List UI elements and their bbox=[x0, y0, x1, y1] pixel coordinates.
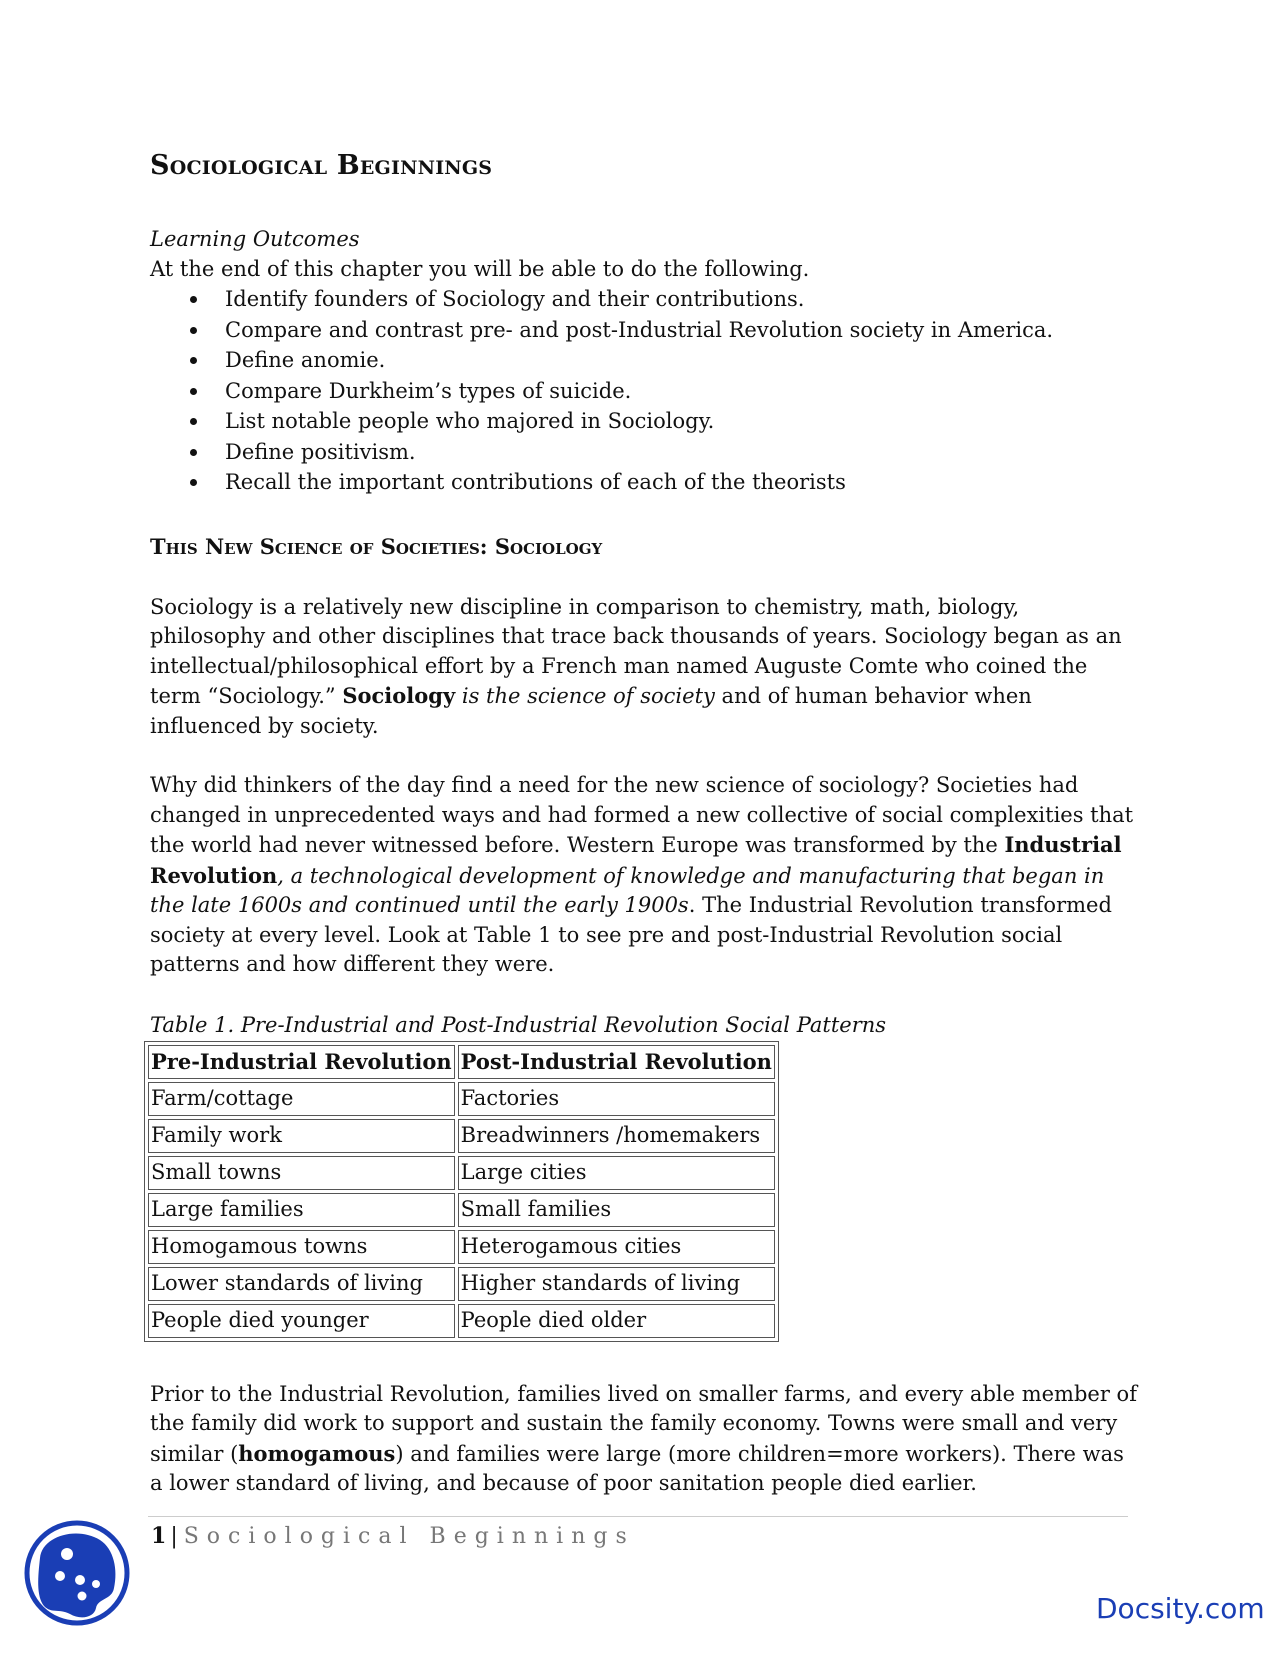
footer-divider bbox=[148, 1516, 1128, 1517]
table-cell: Farm/cottage bbox=[148, 1082, 455, 1116]
social-patterns-table bbox=[144, 1041, 779, 1342]
bullet-icon bbox=[190, 327, 197, 334]
table-cell: People died younger bbox=[148, 1304, 455, 1338]
table-row bbox=[148, 1082, 775, 1116]
table-cell: Lower standards of living bbox=[148, 1267, 455, 1301]
table-header-pre: Pre-Industrial Revolution bbox=[148, 1045, 455, 1079]
table-cell: Higher standards of living bbox=[458, 1267, 775, 1301]
list-item: Identify founders of Sociology and their contributions. bbox=[150, 284, 1140, 315]
list-item: Define anomie. bbox=[150, 345, 1140, 376]
learning-outcomes-heading: Learning Outcomes bbox=[150, 227, 360, 251]
table-cell: People died older bbox=[458, 1304, 775, 1338]
section-heading: This New Science of Societies: Sociology bbox=[150, 533, 603, 559]
table-cell: Family work bbox=[148, 1119, 455, 1153]
table-cell: Breadwinners /homemakers bbox=[458, 1119, 775, 1153]
list-item: Compare and contrast pre- and post-Industrial Revolution society in America. bbox=[150, 315, 1140, 346]
list-item: Recall the important contributions of each of the theorists bbox=[150, 467, 1140, 498]
footer-separator: | bbox=[170, 1524, 178, 1549]
paragraph-industrial-revolution: Why did thinkers of the day find a need for the new science of sociology? Societies had changed in unprecedented ways and had formed a new collective of social complexities that the world had never witnessed before. Western Europe was transformed by the Industrial Revolution, a technological development of knowledge and manufacturing that began in the late 1600s and continued until the early 1900s. The Industrial Revolution transformed society at every level. Look at Table 1 to see pre and post-Industrial Revolution social patterns and how different they were. bbox=[150, 773, 1134, 976]
page-number: 1 bbox=[151, 1523, 167, 1549]
table-row bbox=[148, 1193, 775, 1227]
table-row bbox=[148, 1230, 775, 1264]
bullet-icon bbox=[190, 296, 197, 303]
table-row bbox=[148, 1304, 775, 1338]
table-cell: Large cities bbox=[458, 1156, 775, 1190]
table-row bbox=[148, 1119, 775, 1153]
bullet-icon bbox=[190, 479, 197, 486]
docsity-watermark[interactable]: Docsity.com bbox=[1096, 1592, 1265, 1625]
table-caption: Table 1. Pre-Industrial and Post-Industrial Revolution Social Patterns bbox=[150, 1012, 887, 1037]
table-header-row bbox=[148, 1045, 775, 1079]
bullet-icon bbox=[190, 388, 197, 395]
page-footer bbox=[151, 1523, 635, 1549]
bullet-icon bbox=[190, 357, 197, 364]
list-item: Compare Durkheim’s types of suicide. bbox=[150, 376, 1140, 407]
list-item: Define positivism. bbox=[150, 437, 1140, 468]
table-cell: Small families bbox=[458, 1193, 775, 1227]
table-row bbox=[148, 1156, 775, 1190]
bullet-icon bbox=[190, 449, 197, 456]
chapter-title: Sociological Beginnings bbox=[150, 150, 493, 181]
table-cell: Heterogamous cities bbox=[458, 1230, 775, 1264]
table-row bbox=[148, 1267, 775, 1301]
table-cell: Factories bbox=[458, 1082, 775, 1116]
bullet-icon bbox=[190, 418, 197, 425]
running-title: Sociological Beginnings bbox=[183, 1524, 635, 1549]
paragraph-sociology-definition: Sociology is a relatively new discipline in comparison to chemistry, math, biology, philosophy and other disciplines that trace back thousands of years. Sociology began as an intellectual/philosophical effort by a French man named Auguste Comte who coined the term “Sociology.” Sociology is the science of society and of human behavior when influenced by society. bbox=[150, 594, 1122, 738]
learning-outcomes-intro: At the end of this chapter you will be able to do the following. bbox=[150, 256, 810, 281]
document-content bbox=[150, 150, 1140, 1499]
docsity-logo-icon[interactable] bbox=[22, 1518, 132, 1628]
learning-outcomes-list bbox=[150, 284, 1140, 498]
paragraph-pre-industrial: Prior to the Industrial Revolution, families lived on smaller farms, and every able member of the family did work to support and sustain the family economy. Towns were small and very similar (homogamous) and families were large (more children=more workers). There was a lower standard of living, and because of poor sanitation people died earlier. bbox=[150, 1381, 1137, 1495]
list-item: List notable people who majored in Sociology. bbox=[150, 406, 1140, 437]
table-cell: Small towns bbox=[148, 1156, 455, 1190]
table-cell: Homogamous towns bbox=[148, 1230, 455, 1264]
table-cell: Large families bbox=[148, 1193, 455, 1227]
table-header-post: Post-Industrial Revolution bbox=[458, 1045, 775, 1079]
